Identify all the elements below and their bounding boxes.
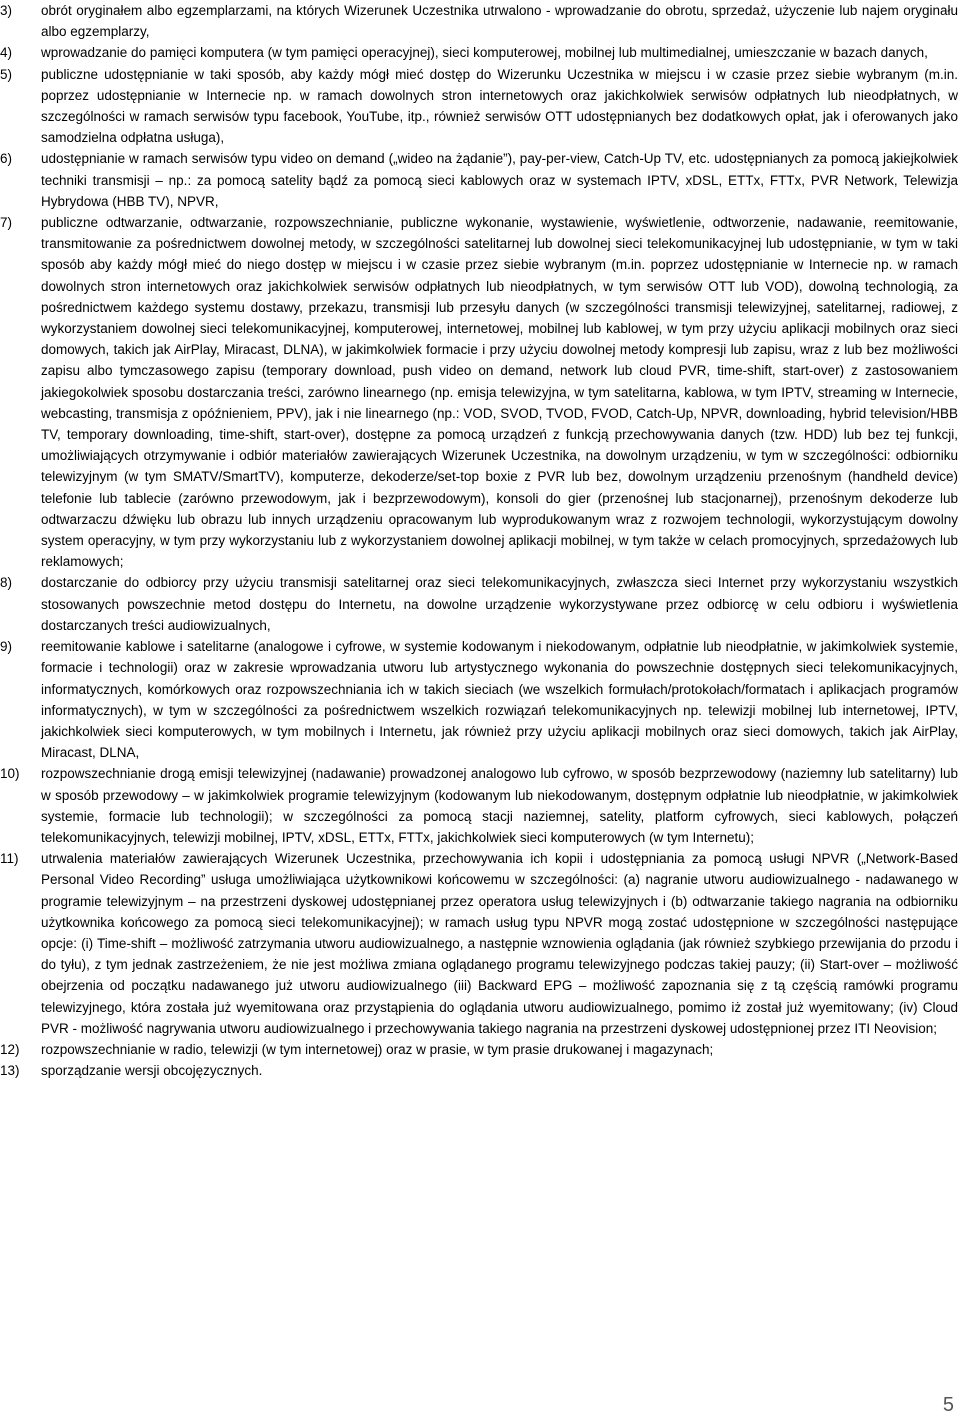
list-item-text: dostarczanie do odbiorcy przy użyciu transmisji satelitarnej oraz sieci telekomunikacyjnych, zwłaszcza sieci Internet przy wykorzystaniu wszystkich stosowanych powszechnie metod dostępu do Internetu, na dowolne urządzenie wykorzystywane przez odbiorcę w celu odbioru i wyświetlenia dostarczanych treści audiowizualnych, [41, 575, 958, 633]
list-item-text: udostępnianie w ramach serwisów typu video on demand („wideo na żądanie”), pay-per-view, Catch-Up TV, etc. udostępnianych za pomocą jakiejkolwiek techniki transmisji – np.: za pomocą satelity bądź za pomocą sieci kablowych oraz w systemach IPTV, xDSL, ETTx, FTTx, PVR Network, Telewizja Hybrydowa (HBB TV), NPVR, [41, 151, 958, 209]
list-item-text: sporządzanie wersji obcojęzycznych. [41, 1063, 263, 1079]
list-item [0, 848, 958, 1039]
list-item-number: 8) [0, 575, 13, 591]
list-item-number: 10) [0, 766, 20, 782]
list-item [0, 1060, 958, 1081]
list-item-number: 13) [0, 1063, 20, 1079]
list-item-number: 7) [0, 215, 13, 231]
list-item-text: obrót oryginałem albo egzemplarzami, na których Wizerunek Uczestnika utrwalono - wprowadzanie do obrotu, sprzedaż, użyczenie lub najem oryginału albo egzemplarzy, [41, 3, 958, 40]
page-number: 5 [942, 1394, 954, 1416]
list-item [0, 212, 958, 572]
list-item-text: publiczne odtwarzanie, odtwarzanie, rozpowszechnianie, publiczne wykonanie, wystawienie, wyświetlenie, odtworzenie, nadawanie, reemitowanie, transmitowanie za pośrednictwem dowolnej metody, w szczególności satelitarnej lub dowolnej sieci telekomunikacyjnej lub udostępnianie, w tym w taki sposób aby każdy mógł mieć do niego dostęp w miejscu i w czasie przez siebie wybranym (m.in. poprzez udostępnianie w Internecie np. w ramach dowolnych stron internetowych oraz jakichkolwiek serwisów odpłatnych lub nieodpłatnych, w tym serwisów OTT lub VOD), dowolną technologią, za pośrednictwem każdego systemu dostawy, przekazu, transmisji lub przesyłu danych (w szczególności transmisji telewizyjnej, satelitarnej, radiowej, z wykorzystaniem dowolnej sieci telekomunikacyjnej, komputerowej, internetowej, mobilnej lub kablowej, w tym przy użyciu aplikacji mobilnych oraz sieci domowych, takich jak AirPlay, Miracast, DLNA), w jakimkolwiek formacie i przy użyciu dowolnej metody kompresji lub zapisu, wraz z lub bez możliwości zapisu albo tymczasowego zapisu (temporary download, push video on demand, network lub cloud PVR, time-shift, start-over) z zastosowaniem jakiegokolwiek sposobu dostarczania treści, zarówno linearnego (np. emisja telewizyjna, w tym satelitarna, kablowa, w tym IPTV, streaming w Internecie, webcasting, transmisja z opóźnieniem, PPV), jak i nie linearnego (np.: VOD, SVOD, TVOD, FVOD, Catch-Up, NPVR, downloading, hybrid television/HBB TV, temporary downloading, time-shift, start-over), dostępne za pomocą urządzeń z funkcją przechowywania danych (tzw. HDD) lub bez tej funkcji, umożliwiających otrzymywanie i odbiór materiałów zawierających Wizerunek Uczestnika, na dowolnym urządzeniu, w tym w szczególności: odbiorniku telewizyjnym (w tym SMATV/SmartTV), komputerze, dekoderze/set-top boxie z PVR lub bez, dowolnym urządzeniu przenośnym (handheld device) telefonie lub tablecie (zarówno przewodowym, jak i bezprzewodowym), konsoli do gier (przenośnej lub stacjonarnej), przenośnym dekoderze lub odtwarzaczu dźwięku lub obrazu lub innych urządzeniu opracowanym lub wyprodukowanym wraz z rozwojem technologii, wykorzystującym dowolny system operacyjny, w tym przy wykorzystaniu lub z wykorzystaniem dowolnej aplikacji mobilnej, w tym także w celach promocyjnych, sprzedażowych lub reklamowych; [41, 215, 958, 570]
list-item [0, 572, 958, 636]
list-item-number: 12) [0, 1041, 20, 1057]
list-item-number: 4) [0, 45, 13, 61]
list-item [0, 636, 958, 763]
list-item [0, 1039, 958, 1060]
list-item-number: 5) [0, 66, 13, 82]
list-item [0, 0, 958, 42]
list-item-text: publiczne udostępnianie w taki sposób, aby każdy mógł mieć dostęp do Wizerunku Uczestnika w miejscu i w czasie przez siebie wybranym (m.in. poprzez udostępnianie w Internecie np. w ramach dowolnych stron internetowych oraz jakichkolwiek serwisów odpłatnych lub nieodpłatnych, w szczególności w ramach serwisów typu facebook, YouTube, itp., również serwisów OTT udostępnianych bez dodatkowych opłat, jak i oferowanych jako samodzielna odpłatna usługa), [41, 66, 958, 146]
list-item-text: reemitowanie kablowe i satelitarne (analogowe i cyfrowe, w systemie kodowanym i niekodowanym, odpłatnie lub nieodpłatnie, w jakimkolwiek systemie, formacie i technologii) oraz w zakresie wprowadzania utworu lub artystycznego wykonania do powszechnie dostępnych sieci telekomunikacyjnych, informatycznych, komórkowych oraz rozpowszechniania ich w takich sieciach (we wszelkich formułach/protokołach/formatach i aplikacjach programów informatycznych), w tym w szczególności za pośrednictwem wszelkich rozwiązań telekomunikacyjnych np. telewizji mobilnej lub internetowej, IPTV, jakichkolwiek sieci komputerowych, w tym mobilnych i Internetu, jak również przy użyciu aplikacji mobilnych oraz sieci domowych, takich jak AirPlay, Miracast, DLNA, [41, 639, 958, 761]
list-item-text: wprowadzanie do pamięci komputera (w tym pamięci operacyjnej), sieci komputerowej, mobilnej lub multimedialnej, umieszczanie w bazach danych, [41, 45, 928, 61]
list-item-text: rozpowszechnianie drogą emisji telewizyjnej (nadawanie) prowadzonej analogowo lub cyfrowo, w sposób bezprzewodowy (naziemny lub satelitarny) lub w sposób przewodowy – w jakimkolwiek programie telewizyjnym (kodowanym lub niekodowanym, dostępnym odpłatnie lub nieodpłatnie, w jakimkolwiek systemie, formacie lub technologii); w szczególności za pomocą stacji naziemnej, satelity, platform cyfrowych, sieci kablowych, połączeń telekomunikacyjnych, telewizji mobilnej, IPTV, xDSL, ETTx, FTTx, jakichkolwiek sieci komputerowych (w tym Internetu); [41, 766, 958, 845]
list-item-number: 6) [0, 151, 13, 167]
list-item [0, 64, 958, 149]
list-item-text: utrwalenia materiałów zawierających Wizerunek Uczestnika, przechowywania ich kopii i udostępniania za pomocą usługi NPVR („Network-Based Personal Video Recording” usługa umożliwiająca użytkownikowi końcowemu w szczególności: (a) nagranie utworu audiowizualnego - nadawanego w programie telewizyjnym – na przestrzeni dyskowej udostępnianej przez operatora usług telewizyjnych i (b) odtwarzanie takiego nagrania na odbiorniku użytkownika końcowego za pomocą sieci telekomunikacyjnej); w ramach usług typu NPVR mogą zostać udostępnione w szczególności następujące opcje: (i) Time-shift – możliwość zatrzymania utworu audiowizualnego, a następnie wznowienia oglądania (jak również szybkiego przewijania do przodu i do tyłu), z tym jednak zastrzeżeniem, że nie jest możliwa zmiana oglądanego programu telewizyjnego podczas takiej pauzy; (ii) Start-over – możliwość obejrzenia od początku nadawanego już utworu audiowizualnego (iii) Backward EPG – możliwość zapoznania się z tą częścią ramówki programu telewizyjnego, która została już wyemitowana oraz przystąpienia do oglądania utworu audiowizualnego, pomimo iż został już wyemitowany; (iv) Cloud PVR - możliwość nagrywania utworu audiowizualnego i przechowywania takiego nagrania na przestrzeni dyskowej udostępnionej przez ITI Neovision; [41, 851, 958, 1036]
list-item [0, 42, 958, 63]
list-item-number: 9) [0, 639, 13, 655]
list-item-number: 11) [0, 851, 19, 867]
list-item-text: rozpowszechnianie w radio, telewizji (w tym internetowej) oraz w prasie, w tym prasie drukowanej i magazynach; [41, 1041, 714, 1057]
list-item [0, 763, 958, 848]
list-item-number: 3) [0, 3, 13, 18]
list-item [0, 148, 958, 212]
